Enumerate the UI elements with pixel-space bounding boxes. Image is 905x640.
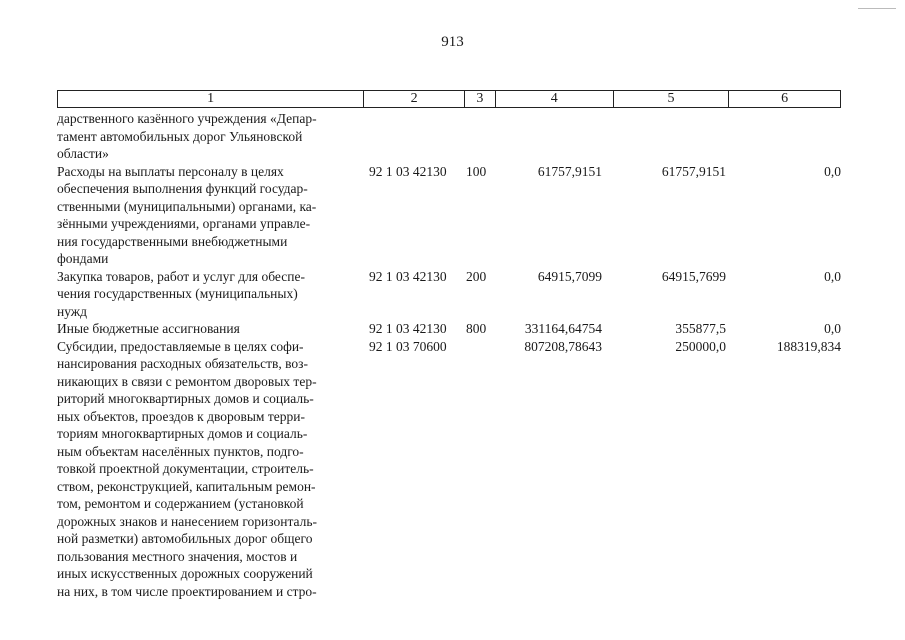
row-value-6: 0,0 xyxy=(824,163,841,179)
row-kvr: 800 xyxy=(466,321,487,336)
table-row xyxy=(57,110,841,163)
page-number: 913 xyxy=(441,34,464,50)
row-code: 92 1 03 70600 xyxy=(369,338,447,354)
row-name: Расходы на выплаты персоналу в целях обеспечения выполнения функций государ- ственными (муниципальными) органами, ка- зёнными учреждениями, органами управле- ния государственными внебюджетными фондами xyxy=(57,163,317,266)
row-kvr: 200 xyxy=(466,268,487,284)
table-body xyxy=(57,110,841,600)
row-value-4: 64915,7099 xyxy=(537,268,602,284)
table-row xyxy=(57,338,841,601)
header-col-1: 1 xyxy=(58,91,364,107)
row-value-4: 807208,78643 xyxy=(524,338,602,354)
row-value-5: 355877,5 xyxy=(675,321,726,336)
table-header xyxy=(57,90,841,108)
row-code: 92 1 03 42130 xyxy=(369,321,447,336)
row-code: 92 1 03 42130 xyxy=(369,163,447,179)
row-name: Иные бюджетные ассигнования xyxy=(57,321,240,336)
row-code: 92 1 03 42130 xyxy=(369,268,447,284)
row-kvr: 100 xyxy=(466,163,487,179)
row-value-6: 0,0 xyxy=(824,321,841,336)
header-col-2: 2 xyxy=(364,91,465,107)
row-value-5: 250000,0 xyxy=(675,338,726,354)
table-row xyxy=(57,268,841,321)
row-value-5: 61757,9151 xyxy=(661,163,726,179)
row-name: Субсидии, предоставляемые в целях софи- нансирования расходных обязательств, воз- никающих в связи с ремонтом дворовых тер- риторий многоквартирных домов и социаль- ных объектов, проездов к дворовым терри- ториям многоквартирных домов и социаль- ным объектам населённых пунктов, подго- товкой проектной документации, строитель- ством, реконструкцией, капитальным ремон- том, ремонтом и содержанием (установкой дорожных знаков и нанесением горизонталь- ной разметки) автомобильных дорог общего пользования местного значения, мостов и иных искусственных дорожных сооружений на них, в том числе проектированием и стро- xyxy=(57,338,318,599)
header-col-3: 3 xyxy=(465,91,496,107)
row-value-6: 0,0 xyxy=(824,268,841,284)
row-value-4: 61757,9151 xyxy=(537,163,602,179)
header-col-4: 4 xyxy=(496,91,614,107)
row-name: Закупка товаров, работ и услуг для обеспе- чения государственных (муниципальных) нужд xyxy=(57,268,305,319)
table-row xyxy=(57,163,841,268)
row-value-6: 188319,834 xyxy=(776,338,841,354)
header-col-5: 5 xyxy=(614,91,730,107)
row-name: дарственного казённого учреждения «Депар- тамент автомобильных дорог Ульяновской области» xyxy=(57,111,317,161)
table-row xyxy=(57,320,841,338)
scan-artifact xyxy=(858,8,896,9)
header-col-6: 6 xyxy=(781,91,789,106)
row-value-4: 331164,64754 xyxy=(524,321,602,336)
row-value-5: 64915,7699 xyxy=(661,268,726,284)
